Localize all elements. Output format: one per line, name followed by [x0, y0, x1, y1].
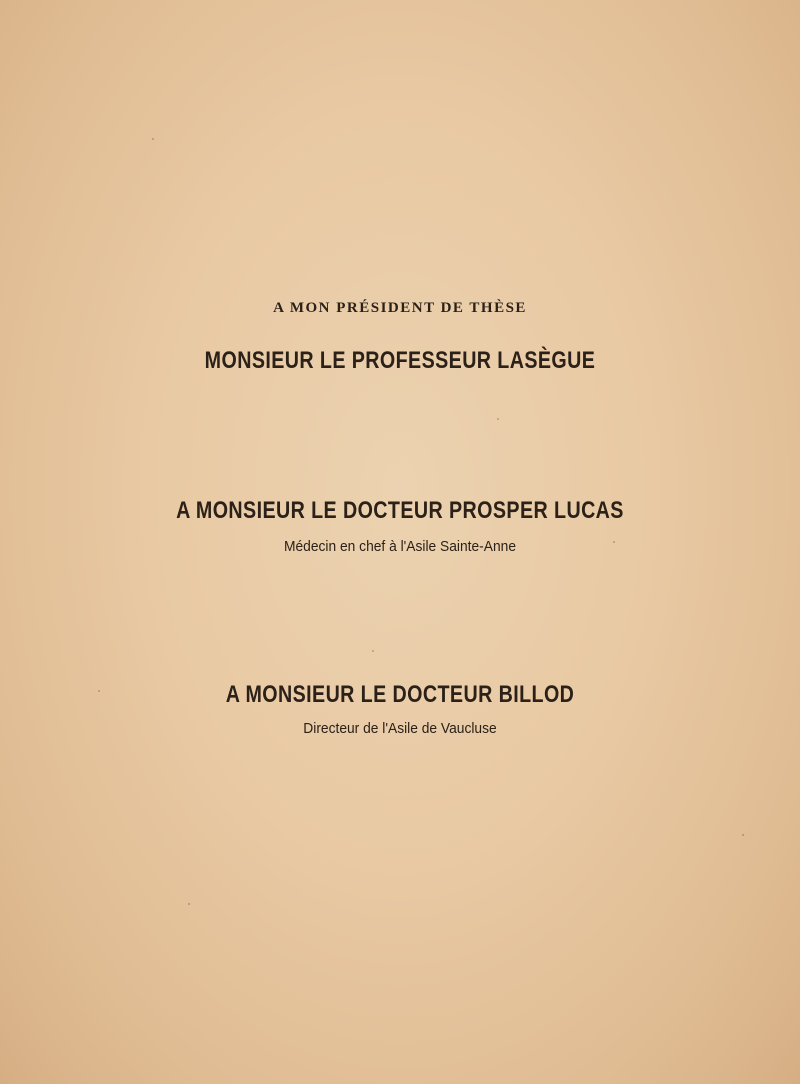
paper-speck — [497, 418, 499, 420]
paper-speck — [372, 650, 374, 652]
paper-speck — [742, 834, 744, 836]
dedication-2-name: A MONSIEUR LE DOCTEUR PROSPER LUCAS — [176, 497, 624, 524]
paper-speck — [152, 138, 154, 140]
dedication-1-name: MONSIEUR LE PROFESSEUR LASÈGUE — [204, 347, 596, 374]
dedication-3-name: A MONSIEUR LE DOCTEUR BILLOD — [225, 681, 575, 708]
paper-speck — [188, 903, 190, 905]
dedication-2-title: Médecin en chef à l'Asile Sainte-Anne — [283, 538, 517, 555]
dedication-3-title: Directeur de l'Asile de Vaucluse — [303, 720, 497, 737]
dedication-1-heading: A MON PRÉSIDENT DE THÈSE — [273, 300, 527, 316]
